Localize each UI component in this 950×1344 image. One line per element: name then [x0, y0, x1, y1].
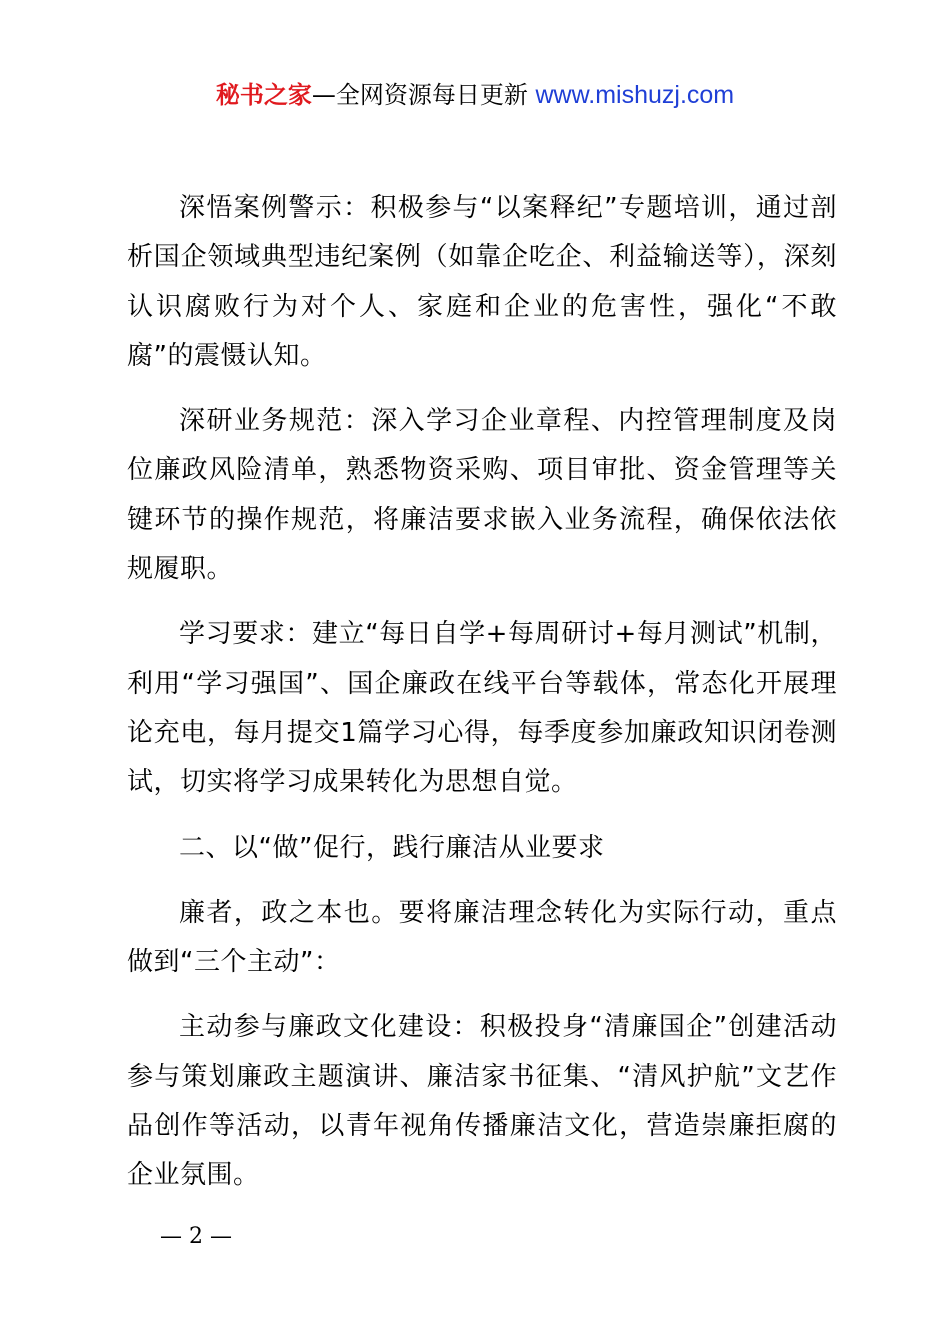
paragraph-study-requirements: 学习要求：建立“每日自学+每周研讨+每月测试”机制，利用“学习强国”、国企廉政在线平台等载体，常态化开展理论充电，每月提交1篇学习心得，每季度参加廉政知识闭卷测试，切实将学习成果转化为思想自觉。 — [127, 619, 837, 798]
paragraph-case-warning: 深悟案例警示：积极参与“以案释纪”专题培训，通过剖析国企领域典型违纪案例（如靠企吃企、利益输送等），深刻认识腐败行为对个人、家庭和企业的危害性，强化“不敢腐”的震慑认知。 — [127, 193, 837, 371]
paragraph-three-initiatives: 廉者，政之本也。要将廉洁理念转化为实际行动，重点做到“三个主动”： — [127, 897, 837, 978]
page-number: — 2 — — [160, 1224, 232, 1249]
header-tagline: —全网资源每日更新 — [311, 81, 528, 109]
page-header — [0, 78, 950, 112]
site-url-link[interactable]: www.mishuzj.com — [535, 81, 735, 109]
document-body — [127, 184, 837, 1201]
brand-name: 秘书之家 — [215, 81, 312, 109]
section-heading: 二、以“做”促行，践行廉洁从业要求 — [179, 832, 605, 863]
paragraph-business-norms: 深研业务规范：深入学习企业章程、内控管理制度及岗位廉政风险清单，熟悉物资采购、项目审批、资金管理等关键环节的操作规范，将廉洁要求嵌入业务流程，确保依法依规履职。 — [127, 406, 837, 585]
paragraph-integrity-culture: 主动参与廉政文化建设：积极投身“清廉国企”创建活动参与策划廉政主题演讲、廉洁家书征集、“清风护航”文艺作品创作等活动，以青年视角传播廉洁文化，营造崇廉拒腐的企业氛围。 — [127, 1012, 837, 1191]
